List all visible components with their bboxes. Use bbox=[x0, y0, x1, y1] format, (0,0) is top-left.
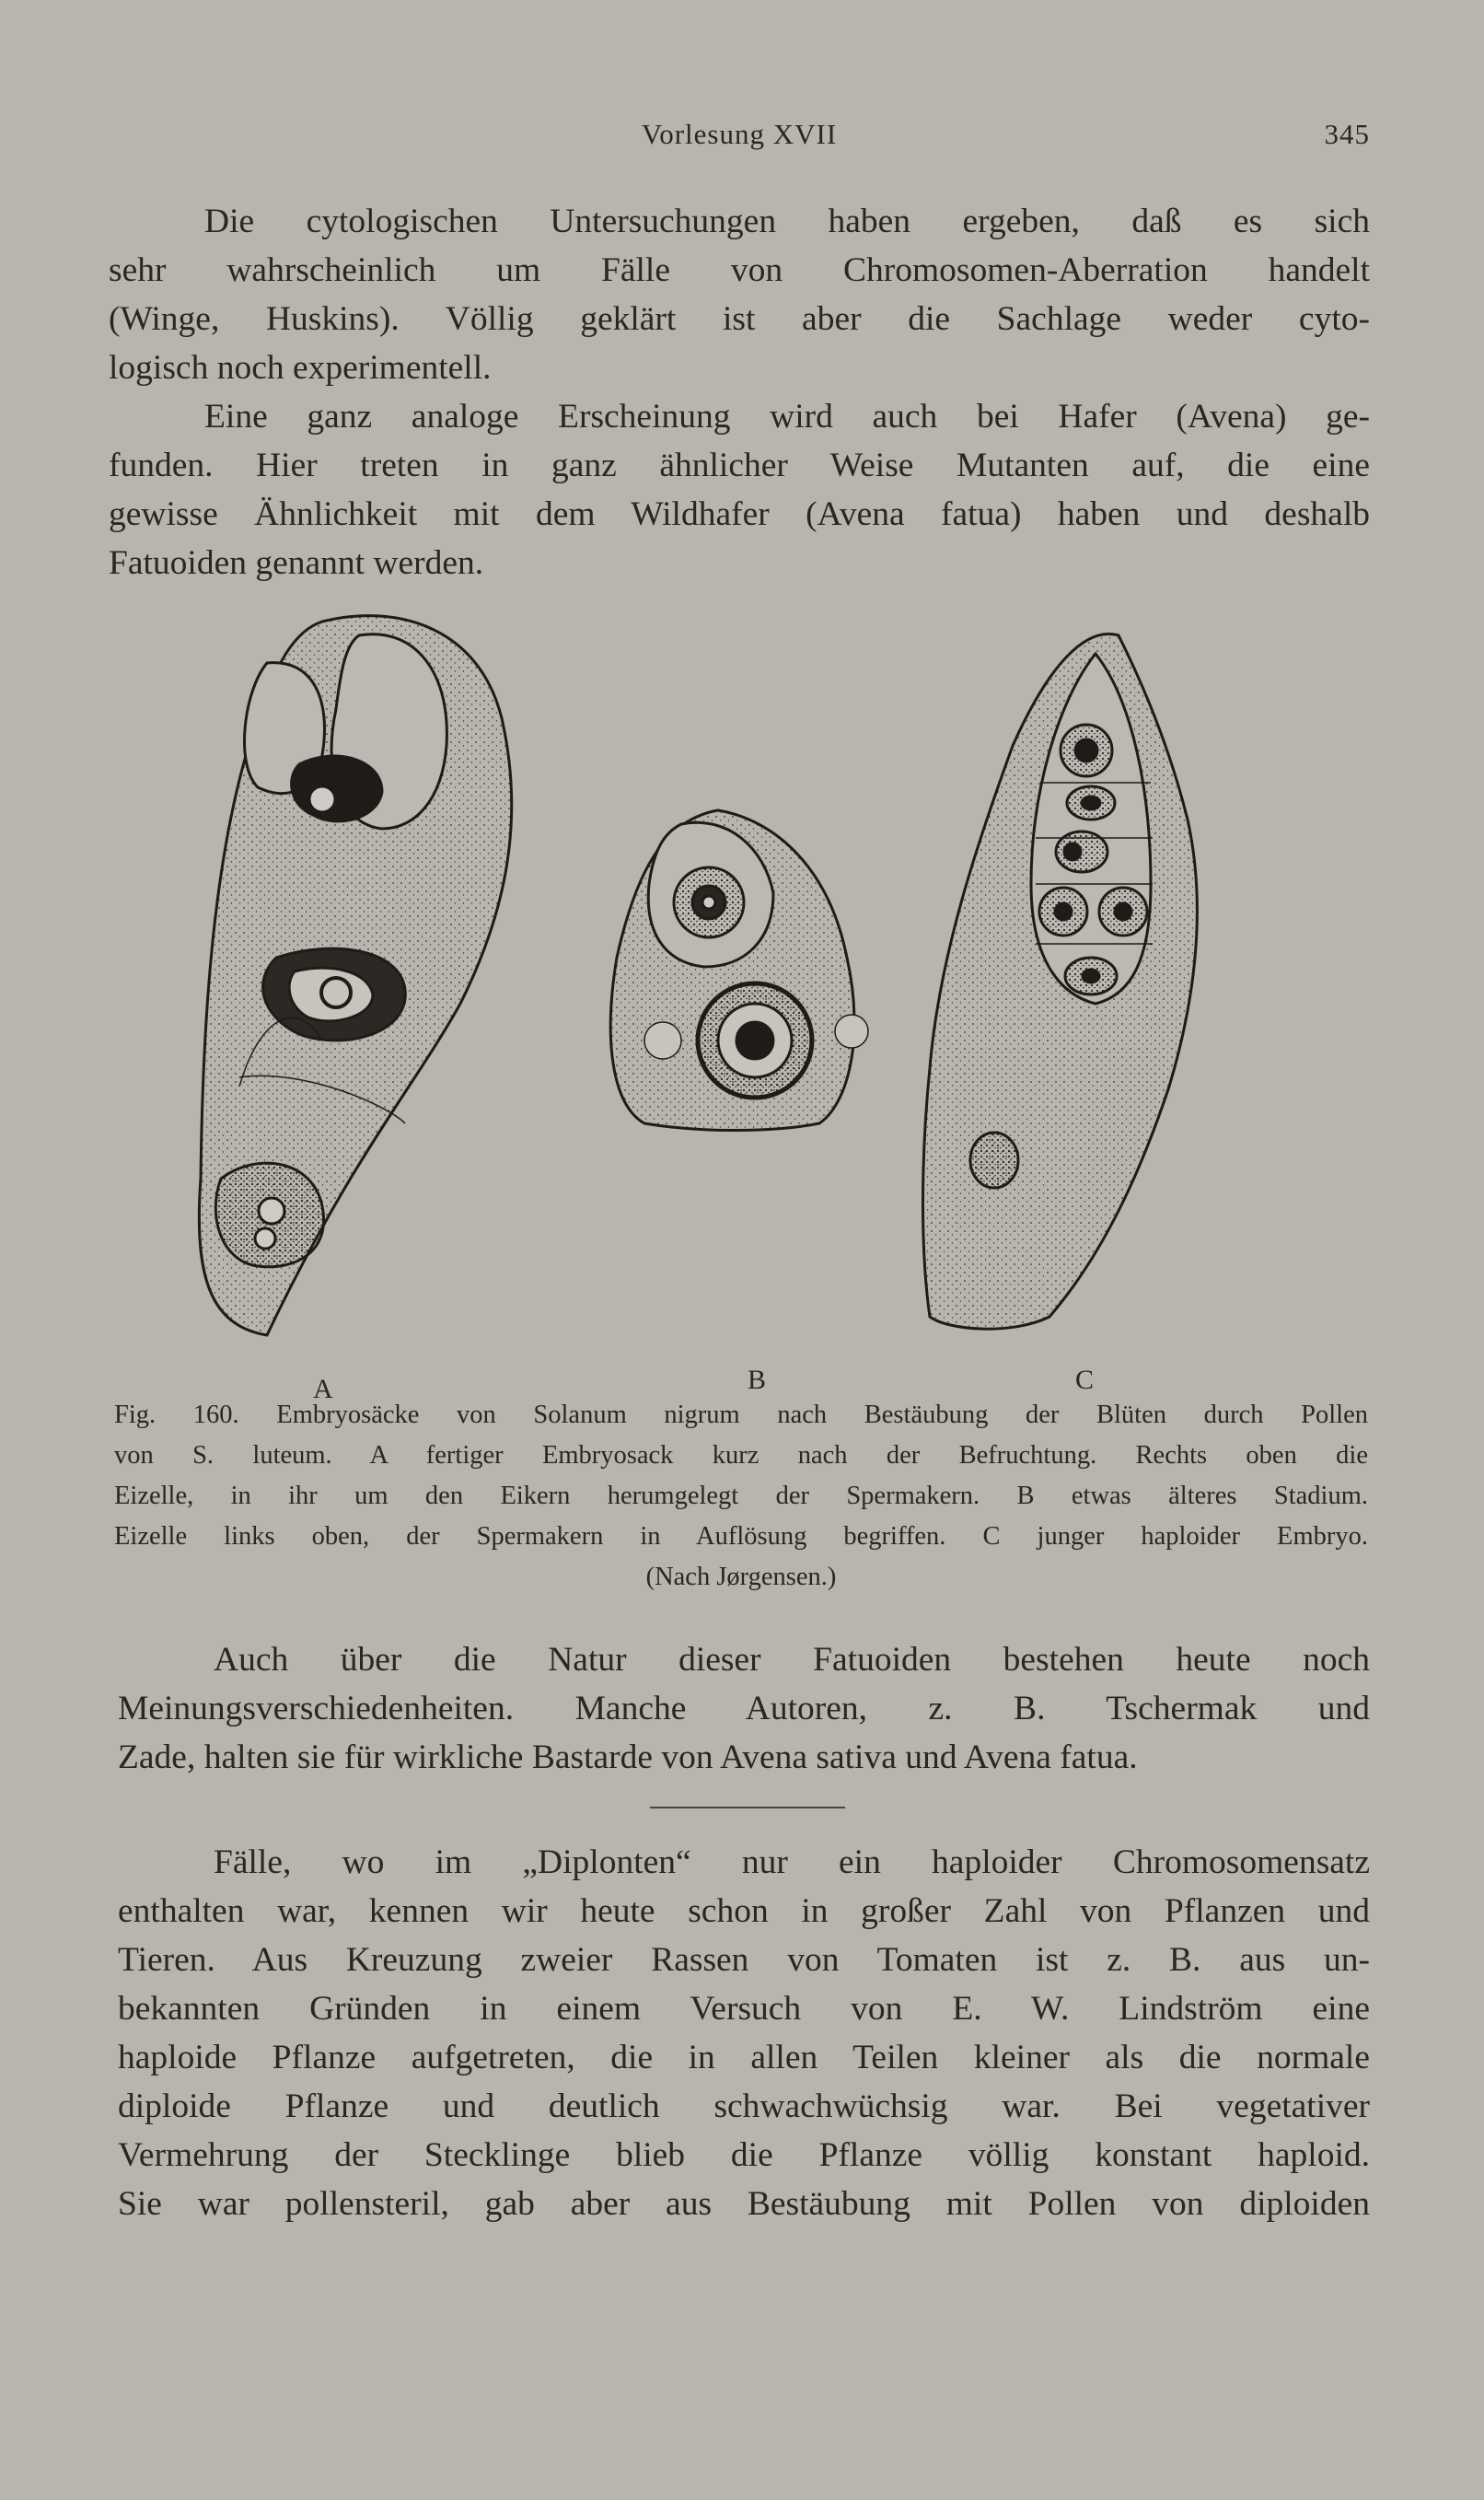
paragraph-3 bbox=[118, 1635, 1370, 1782]
text-line: Vermehrung der Stecklinge blieb die Pflanze völlig konstant haploid. bbox=[118, 2136, 1370, 2174]
figure-caption bbox=[114, 1395, 1368, 1598]
paragraph-2 bbox=[109, 392, 1370, 587]
label-c: C bbox=[1075, 1365, 1095, 1395]
text-line: sehr wahrscheinlich um Fälle von Chromosomen-Aberration handelt bbox=[109, 251, 1370, 289]
embryo-sac-c bbox=[923, 634, 1198, 1330]
paragraph-4 bbox=[118, 1838, 1370, 2228]
label-a: A bbox=[313, 1374, 333, 1404]
label-b: B bbox=[748, 1365, 767, 1395]
paragraph-1 bbox=[109, 197, 1370, 392]
text-line: diploide Pflanze und deutlich schwachwüchsig war. Bei vegetativer bbox=[118, 2087, 1370, 2125]
text-line: Fälle, wo im „Diplonten“ nur ein haploider Chromosomensatz bbox=[214, 1843, 1370, 1881]
text-line: bekannten Gründen in einem Versuch von E. W. Lindström eine bbox=[118, 1990, 1370, 2028]
page-number: 345 bbox=[1324, 118, 1370, 150]
text-line: enthalten war, kennen wir heute schon in großer Zahl von Pflanzen und bbox=[118, 1892, 1370, 1930]
chapter-title: Vorlesung XVII bbox=[641, 118, 838, 150]
caption-line: von S. luteum. A fertiger Embryosack kurz nach der Befruchtung. Rechts oben die bbox=[114, 1441, 1368, 1470]
text-line: Auch über die Natur dieser Fatuoiden bestehen heute noch bbox=[214, 1641, 1370, 1679]
caption-credit: (Nach Jørgensen.) bbox=[645, 1563, 837, 1591]
text-line: Tieren. Aus Kreuzung zweier Rassen von Tomaten ist z. B. aus un- bbox=[118, 1941, 1370, 1979]
caption-line: Eizelle links oben, der Spermakern in Auflösung begriffen. C junger haploider Embryo. bbox=[114, 1522, 1368, 1551]
text-line: (Winge, Huskins). Völlig geklärt ist aber die Sachlage weder cyto- bbox=[109, 300, 1370, 338]
text-line: funden. Hier treten in ganz ähnlicher Weise Mutanten auf, die eine bbox=[109, 447, 1370, 484]
caption-line: Eizelle, in ihr um den Eikern herumgelegt der Spermakern. B etwas älteres Stadium. bbox=[114, 1482, 1368, 1510]
embryo-sac-b bbox=[610, 810, 868, 1131]
embryo-sac-figure bbox=[184, 608, 1289, 1404]
text-line: Sie war pollensteril, gab aber aus Bestäubung mit Pollen von diploiden bbox=[118, 2185, 1370, 2223]
embryo-sac-a bbox=[199, 616, 511, 1335]
caption-line: Fig. 160. Embryosäcke von Solanum nigrum nach Bestäubung der Blüten durch Pollen bbox=[114, 1401, 1368, 1429]
text-line: Zade, halten sie für wirkliche Bastarde von Avena sativa und Avena fatua. bbox=[118, 1738, 1138, 1776]
text-line: gewisse Ähnlichkeit mit dem Wildhafer (Avena fatua) haben und deshalb bbox=[109, 495, 1370, 533]
text-line: Eine ganz analoge Erscheinung wird auch bei Hafer (Avena) ge- bbox=[204, 398, 1370, 436]
text-line: haploide Pflanze aufgetreten, die in allen Teilen kleiner als die normale bbox=[118, 2039, 1370, 2076]
section-divider bbox=[650, 1807, 845, 1808]
running-head bbox=[109, 118, 1370, 158]
text-line: Meinungsverschiedenheiten. Manche Autoren, z. B. Tschermak und bbox=[118, 1690, 1370, 1727]
text-line: logisch noch experimentell. bbox=[109, 349, 492, 387]
text-line: Die cytologischen Untersuchungen haben ergeben, daß es sich bbox=[204, 203, 1370, 240]
text-line: Fatuoiden genannt werden. bbox=[109, 544, 484, 582]
